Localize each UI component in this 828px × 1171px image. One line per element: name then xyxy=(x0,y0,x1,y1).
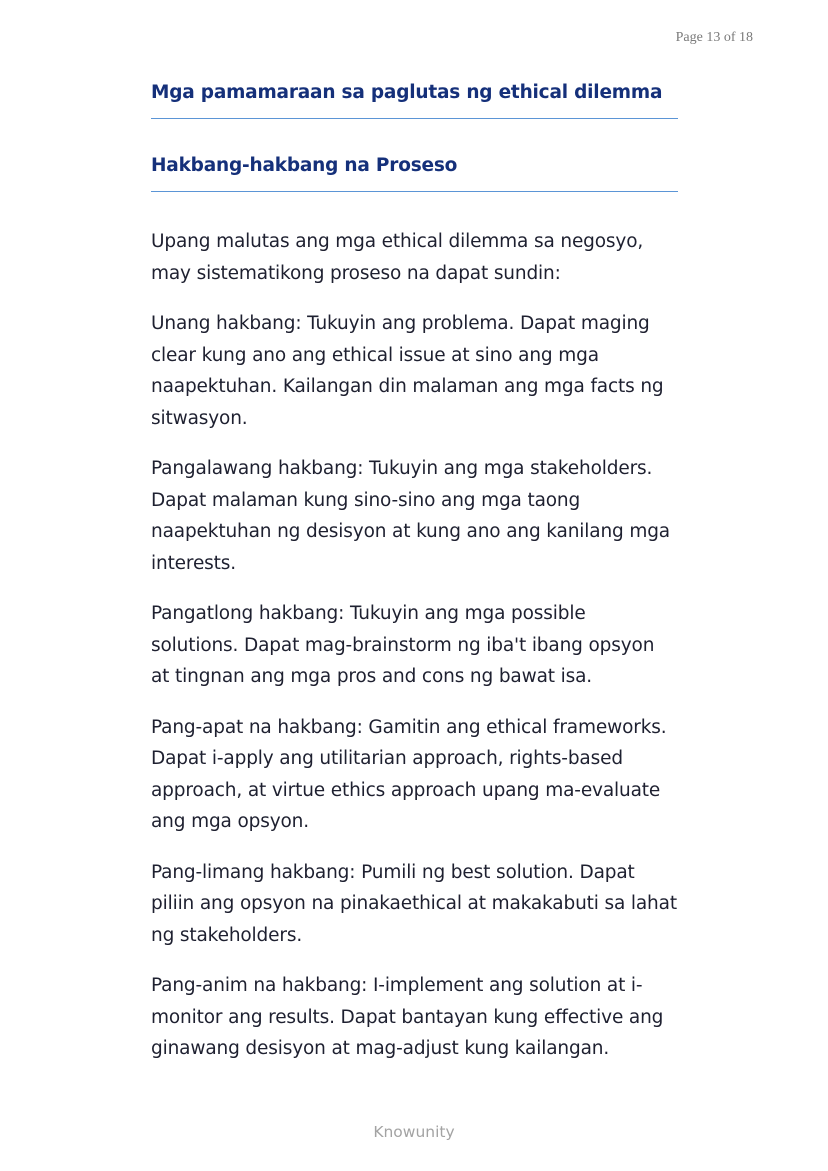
page-number: Page 13 of 18 xyxy=(675,30,753,45)
section-title: Mga pamamaraan sa paglutas ng ethical dilemma xyxy=(151,80,678,119)
step-3-paragraph: Pangatlong hakbang: Tukuyin ang mga possible solutions. Dapat mag-brainstorm ng iba't ibang opsyon at tingnan ang mga pros and cons ng bawat isa. xyxy=(151,603,655,687)
step-2-paragraph: Pangalawang hakbang: Tukuyin ang mga stakeholders. Dapat malaman kung sino-sino ang mga taong naapektuhan ng desisyon at kung ano ang kanilang mga interests. xyxy=(151,458,670,574)
document-body xyxy=(151,80,678,1084)
step-5-paragraph: Pang-limang hakbang: Pumili ng best solution. Dapat piliin ang opsyon na pinakaethical at makakabuti sa lahat ng stakeholders. xyxy=(151,861,677,946)
intro-paragraph: Upang malutas ang mga ethical dilemma sa negosyo, may sistematikong proseso na dapat sundin: xyxy=(151,231,644,284)
step-4-paragraph: Pang-apat na hakbang: Gamitin ang ethical frameworks. Dapat i-apply ang utilitarian approach, rights-based approach, at virtue ethics approach upang ma-evaluate ang mga opsyon. xyxy=(151,716,667,832)
paragraph-list xyxy=(151,226,678,1065)
subsection-title: Hakbang-hakbang na Proseso xyxy=(151,153,678,192)
footer-brand: Knowunity xyxy=(373,1123,455,1141)
step-1-paragraph: Unang hakbang: Tukuyin ang problema. Dapat maging clear kung ano ang ethical issue at sino ang mga naapektuhan. Kailangan din malaman ang mga facts ng sitwasyon. xyxy=(151,313,664,429)
step-6-paragraph: Pang-anim na hakbang: I-implement ang solution at i-monitor ang results. Dapat bantayan kung effective ang ginawang desisyon at mag-adjust kung kailangan. xyxy=(151,975,664,1059)
